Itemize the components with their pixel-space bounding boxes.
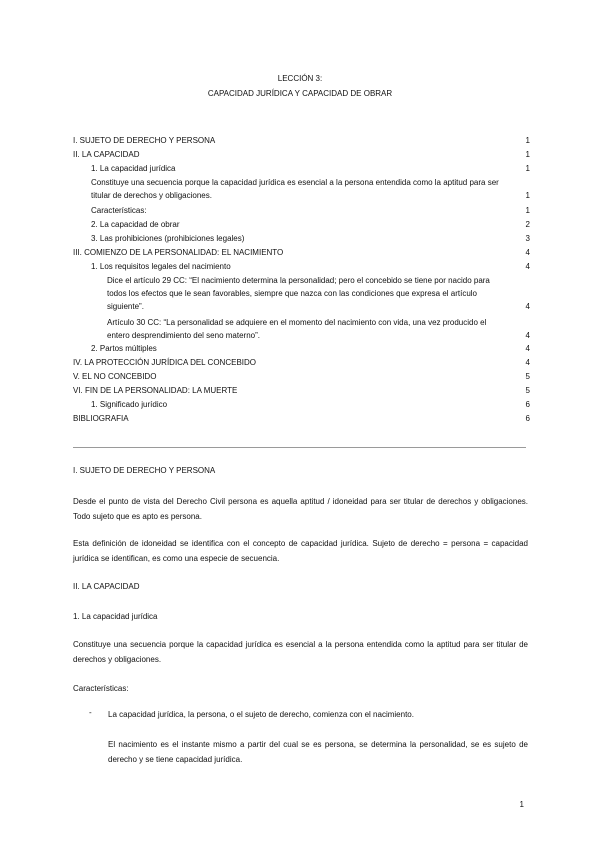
toc-entry[interactable]: V. EL NO CONCEBIDO 5 <box>73 372 530 381</box>
table-of-contents <box>73 134 530 426</box>
toc-entry[interactable]: III. COMIENZO DE LA PERSONALIDAD: EL NACIMIENTO 4 <box>73 248 530 257</box>
toc-entry[interactable]: 2. Partos múltiples 4 <box>91 344 530 353</box>
paragraph: Esta definición de idoneidad se identifica con el concepto de capacidad jurídica. Sujeto de derecho = persona = capacidad jurídica se identifican, es como una especie de secuencia. <box>73 539 528 563</box>
section-heading: II. LA CAPACIDAD <box>73 582 140 591</box>
lesson-number: LECCIÓN 3: <box>277 74 323 83</box>
toc-divider <box>73 447 526 448</box>
page-number: 1 <box>519 800 524 809</box>
toc-entry[interactable]: 1. La capacidad jurídica 1 <box>91 164 530 173</box>
bullet-detail: El nacimiento es el instante mismo a partir del cual se es persona, se determina la personalidad, se es sujeto de derecho y se tiene capacidad jurídica. <box>108 740 528 764</box>
toc-entry[interactable]: 2. La capacidad de obrar 2 <box>91 220 530 229</box>
toc-entry[interactable]: VI. FIN DE LA PERSONALIDAD: LA MUERTE 5 <box>73 386 530 395</box>
toc-entry[interactable]: BIBLIOGRAFIA 6 <box>73 414 530 423</box>
section-heading: I. SUJETO DE DERECHO Y PERSONA <box>73 466 216 475</box>
toc-entry[interactable]: I. SUJETO DE DERECHO Y PERSONA 1 <box>73 136 530 145</box>
paragraph: Desde el punto de vista del Derecho Civil persona es aquella aptitud / idoneidad para ser titular de derechos y obligaciones. Todo sujeto que es apto es persona. <box>73 497 528 521</box>
subsection-heading: 1. La capacidad jurídica <box>73 612 158 621</box>
toc-entry[interactable]: 1. Los requisitos legales del nacimiento 4 <box>91 262 530 271</box>
toc-entry[interactable]: Características: 1 <box>91 206 530 215</box>
bullet-marker: - <box>89 708 92 717</box>
toc-entry[interactable]: Dice el artículo 29 CC: “El nacimiento determina la personalidad; pero el concebido se tiene por nacido para todos los efectos que le sean favorables, siempre que nazca con las condiciones que expresa el artículo siguiente”. 4 <box>107 276 530 311</box>
toc-entry[interactable]: IV. LA PROTECCIÓN JURÍDICA DEL CONCEBIDO 4 <box>73 358 530 367</box>
toc-entry[interactable]: 3. Las prohibiciones (prohibiciones legales) 3 <box>91 234 530 243</box>
bullet-item: La capacidad jurídica, la persona, o el sujeto de derecho, comienza con el nacimiento. <box>108 710 414 719</box>
toc-entry[interactable]: Constituye una secuencia porque la capacidad jurídica es esencial a la persona entendida como la aptitud para ser titular de derechos y obligaciones. 1 <box>91 178 530 200</box>
toc-entry[interactable]: II. LA CAPACIDAD 1 <box>73 150 530 159</box>
characteristics-label: Características: <box>73 684 129 693</box>
document-title: CAPACIDAD JURÍDICA Y CAPACIDAD DE OBRAR <box>207 89 393 98</box>
paragraph: Constituye una secuencia porque la capacidad jurídica es esencial a la persona entendida como la aptitud para ser titular de derechos y obligaciones. <box>73 640 528 664</box>
toc-entry[interactable]: Artículo 30 CC: “La personalidad se adquiere en el momento del nacimiento con vida, una vez producido el entero desprendimiento del seno materno”. 4 <box>107 318 530 340</box>
toc-entry[interactable]: 1. Significado jurídico 6 <box>91 400 530 409</box>
